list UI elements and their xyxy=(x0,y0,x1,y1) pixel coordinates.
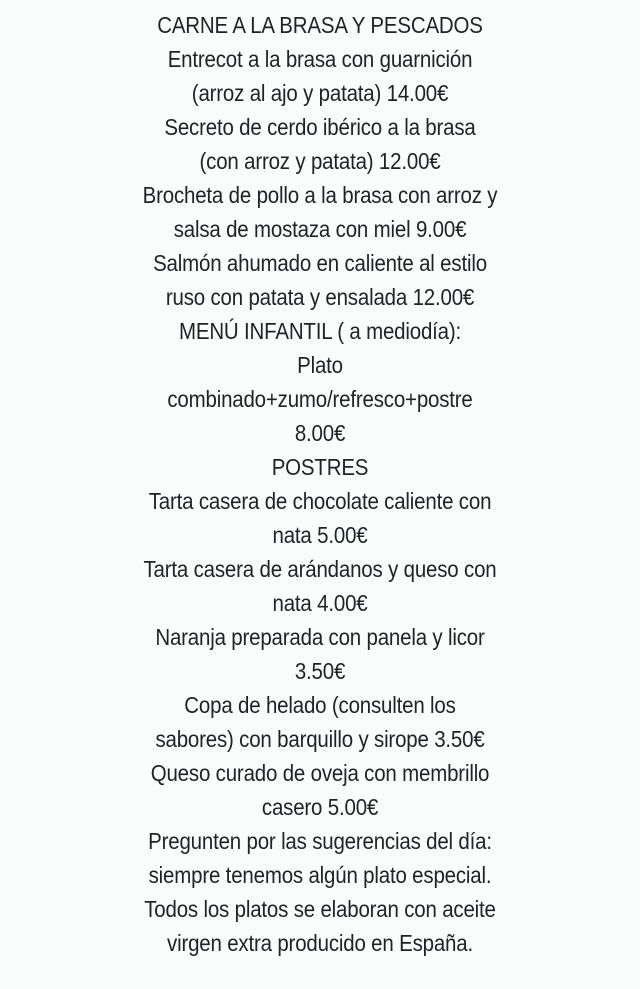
menu-line: casero 5.00€ xyxy=(261,794,379,820)
menu-line: 3.50€ xyxy=(294,658,346,684)
menu-section-heading: CARNE A LA BRASA Y PESCADOS xyxy=(157,12,483,38)
menu-line: salsa de mostaza con miel 9.00€ xyxy=(173,216,467,242)
menu-line: nata 4.00€ xyxy=(272,590,368,616)
menu-line: virgen extra producido en España. xyxy=(167,930,473,956)
menu-line: Todos los platos se elaboran con aceite xyxy=(144,896,496,922)
menu-line: Pregunten por las sugerencias del día: xyxy=(148,828,492,854)
menu-line: Tarta casera de arándanos y queso con xyxy=(143,556,497,582)
menu-section-heading: MENÚ INFANTIL ( a mediodía): xyxy=(178,318,462,344)
menu-line: (con arroz y patata) 12.00€ xyxy=(199,148,441,174)
menu-line: nata 5.00€ xyxy=(272,522,368,548)
menu-line: Secreto de cerdo ibérico a la brasa xyxy=(164,114,476,140)
menu-line: Salmón ahumado en caliente al estilo xyxy=(153,250,487,276)
menu-line: Entrecot a la brasa con guarnición xyxy=(167,46,473,72)
menu-line: Tarta casera de chocolate caliente con xyxy=(148,488,492,514)
menu-line: ruso con patata y ensalada 12.00€ xyxy=(165,284,475,310)
menu-line: siempre tenemos algún plato especial. xyxy=(148,862,492,888)
menu-line: Brocheta de pollo a la brasa con arroz y xyxy=(142,182,498,208)
menu-line: Copa de helado (consulten los xyxy=(184,692,456,718)
menu-line: (arroz al ajo y patata) 14.00€ xyxy=(191,80,449,106)
menu-section-heading: POSTRES xyxy=(271,454,369,480)
menu-line: 8.00€ xyxy=(294,420,346,446)
menu-line: Plato xyxy=(297,352,343,378)
menu-text-block xyxy=(35,8,605,960)
menu-line: combinado+zumo/refresco+postre xyxy=(167,386,473,412)
menu-line: Queso curado de oveja con membrillo xyxy=(150,760,490,786)
menu-line: Naranja preparada con panela y licor xyxy=(155,624,485,650)
menu-line: sabores) con barquillo y sirope 3.50€ xyxy=(155,726,485,752)
